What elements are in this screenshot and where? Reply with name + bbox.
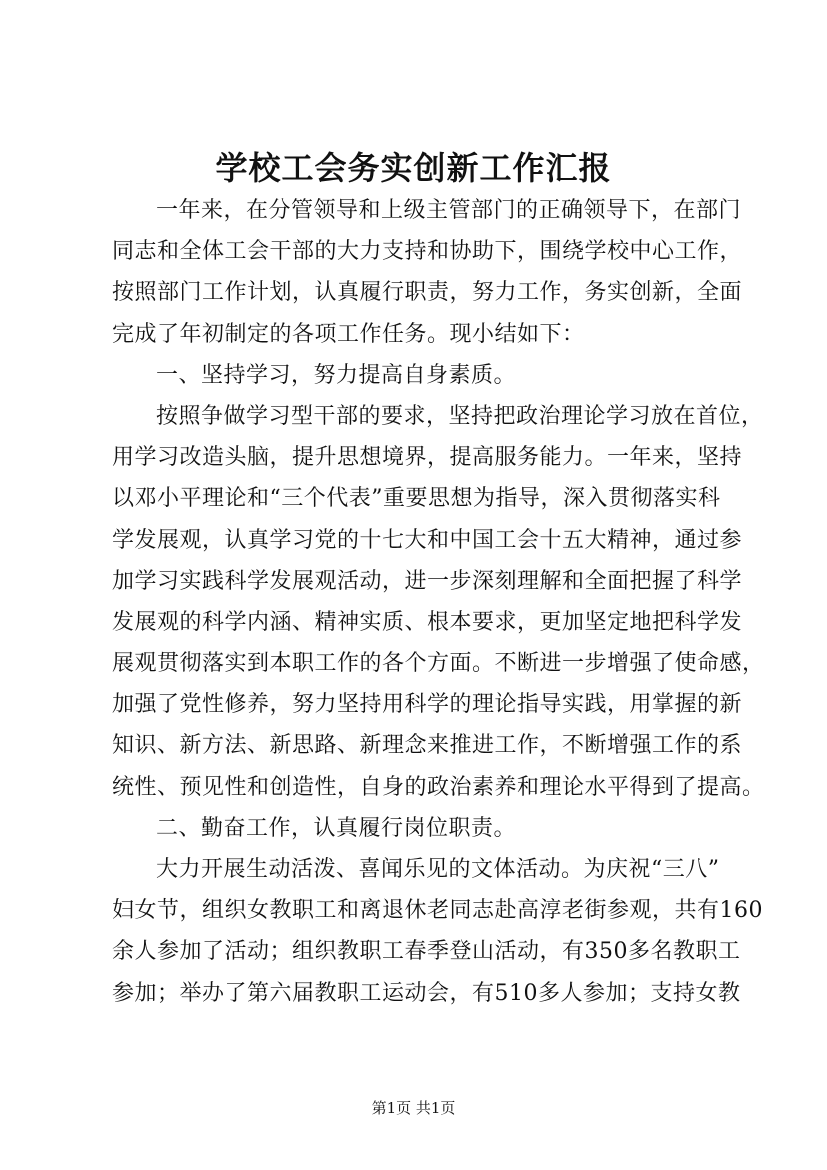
paragraph-line: 展观贯彻落实到本职工作的各个方面。不断进一步增强了使命感， bbox=[112, 651, 765, 677]
page-footer: 第1页 共1页 bbox=[371, 1099, 456, 1117]
paragraph-line: 用学习改造头脑，提升思想境界，提高服务能力。一年来，坚持 bbox=[112, 445, 743, 471]
section-heading: 一、坚持学习，努力提高自身素质。 bbox=[156, 362, 517, 388]
paragraph-line: 学发展观，认真学习党的十七大和中国工会十五大精神，通过参 bbox=[112, 527, 743, 553]
paragraph-line: 按照部门工作计划，认真履行职责，努力工作，务实创新，全面 bbox=[112, 280, 743, 306]
document-body bbox=[112, 190, 765, 1014]
paragraph-line: 余人参加了活动；组织教职工春季登山活动，有350多名教职工 bbox=[112, 939, 741, 965]
paragraph-line: 统性、预见性和创造性，自身的政治素养和理论水平得到了提高。 bbox=[112, 774, 765, 800]
paragraph-line: 完成了年初制定的各项工作任务。现小结如下： bbox=[112, 321, 585, 347]
paragraph-line: 知识、新方法、新思路、新理念来推进工作，不断增强工作的系 bbox=[112, 733, 743, 759]
paragraph-line: 一年来，在分管领导和上级主管部门的正确领导下，在部门 bbox=[156, 198, 742, 223]
paragraph-line: 参加；举办了第六届教职工运动会，有510多人参加；支持女教 bbox=[112, 980, 741, 1006]
document-title: 学校工会务实创新工作汇报 bbox=[215, 149, 612, 187]
paragraph-line: 妇女节，组织女教职工和离退休老同志赴高淳老街参观，共有160 bbox=[112, 898, 763, 924]
paragraph-line: 加强了党性修养，努力坚持用科学的理论指导实践，用掌握的新 bbox=[112, 692, 743, 718]
section-heading: 二、勤奋工作，认真履行岗位职责。 bbox=[156, 815, 517, 841]
paragraph-line: 同志和全体工会干部的大力支持和协助下，围绕学校中心工作， bbox=[112, 239, 743, 265]
paragraph-line: 发展观的科学内涵、精神实质、根本要求，更加坚定地把科学发 bbox=[112, 609, 743, 635]
paragraph-line: 按照争做学习型干部的要求，坚持把政治理论学习放在首位， bbox=[156, 403, 764, 429]
paragraph-line: 以邓小平理论和“三个代表”重要思想为指导，深入贯彻落实科 bbox=[112, 486, 721, 512]
paragraph-line: 加学习实践科学发展观活动，进一步深刻理解和全面把握了科学 bbox=[112, 568, 743, 594]
paragraph-line: 大力开展生动活泼、喜闻乐见的文体活动。为庆祝“三八” bbox=[156, 857, 720, 882]
